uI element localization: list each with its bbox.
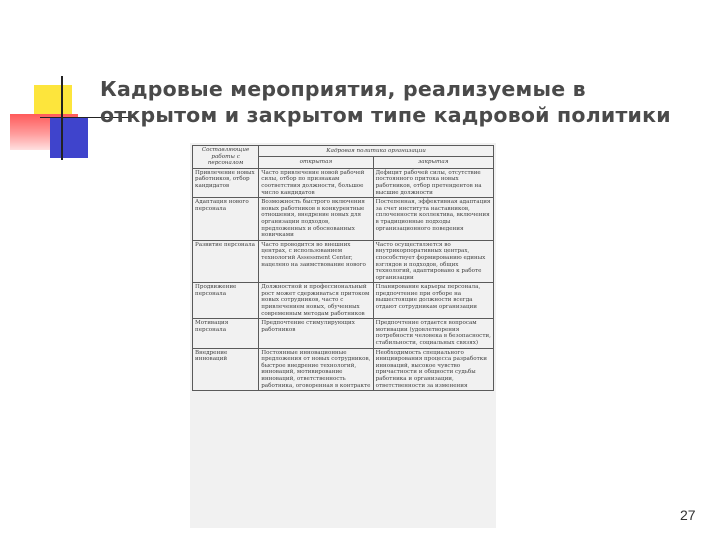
row-open: Часто проводится во внешних центрах, с использованием технологий Assessment Center, нацелено на заимствование нового xyxy=(259,240,373,283)
row-closed: Часто осуществляется во внутрикорпоративных центрах, способствует формированию единых взглядов и подходов, общих технологий, адаптировано к работе организации xyxy=(373,240,493,283)
row-open: Должностной и профессиональный рост может сдерживаться притоком новых сотрудников, часто с привлечением новых, обученных современным методам работников xyxy=(259,283,373,319)
slide-title-line-1: Кадровые мероприятия, реализуемые в xyxy=(100,77,586,101)
row-open: Предпочтение стимулирующих работников xyxy=(259,319,373,348)
row-name: Мотивация персонала xyxy=(193,319,259,348)
decor-blue-square xyxy=(50,118,88,158)
row-open: Часто привлечение новой рабочей силы, отбор по признакам соответствия должности, большое число кандидатов xyxy=(259,168,373,197)
table-row xyxy=(193,319,494,348)
row-closed: Предпочтение отдается вопросам мотивации (удовлетворения потребности человека в безопасности, стабильности, социальных связях) xyxy=(373,319,493,348)
header-components: Составляющие работы с персоналом xyxy=(193,146,259,169)
page-number: 27 xyxy=(680,507,696,523)
row-name: Адаптация нового персонала xyxy=(193,198,259,241)
personnel-policy-table xyxy=(192,145,494,391)
row-closed: Дефицит рабочей силы, отсутствие постоянного притока новых работников, отбор претендентов на высшие должности xyxy=(373,168,493,197)
slide-title xyxy=(100,76,700,128)
row-open: Постоянные инновационные предложения от новых сотрудников, быстрое внедрение технологий, инноваций, мотивирование инноваций, ответственность работника, оговоренная в контракте xyxy=(259,348,373,391)
slide-title-line-2: открытом и закрытом типе кадровой политики xyxy=(100,103,671,127)
row-name: Развитие персонала xyxy=(193,240,259,283)
table-row xyxy=(193,283,494,319)
row-name: Продвижение персонала xyxy=(193,283,259,319)
scanned-table-image xyxy=(190,143,496,528)
header-open: открытая xyxy=(259,157,373,168)
table-row xyxy=(193,168,494,197)
row-name: Привлечение новых работников, отбор кандидатов xyxy=(193,168,259,197)
row-closed: Постепенная, эффективная адаптация за счет института наставников, сплоченности коллектива, включения в традиционные подходы организационного поведения xyxy=(373,198,493,241)
table-row xyxy=(193,240,494,283)
header-policy-group: Кадровая политика организации xyxy=(259,146,494,157)
decor-vertical-line xyxy=(61,76,63,160)
header-closed: закрытая xyxy=(373,157,493,168)
row-closed: Планирование карьеры персонала, предпочтение при отборе на вышестоящие должности всегда отдают сотрудникам организации xyxy=(373,283,493,319)
table-row xyxy=(193,198,494,241)
row-name: Внедрение инноваций xyxy=(193,348,259,391)
row-open: Возможность быстрого включения новых работников в конкурентные отношения, внедрение новых для организации подходов, предложенных и обоснованных новичками xyxy=(259,198,373,241)
row-closed: Необходимость специального инициирования процесса разработки инноваций, высокое чувство причастности и общности судьбы работника и организации, ответственности за изменения xyxy=(373,348,493,391)
table-row xyxy=(193,348,494,391)
